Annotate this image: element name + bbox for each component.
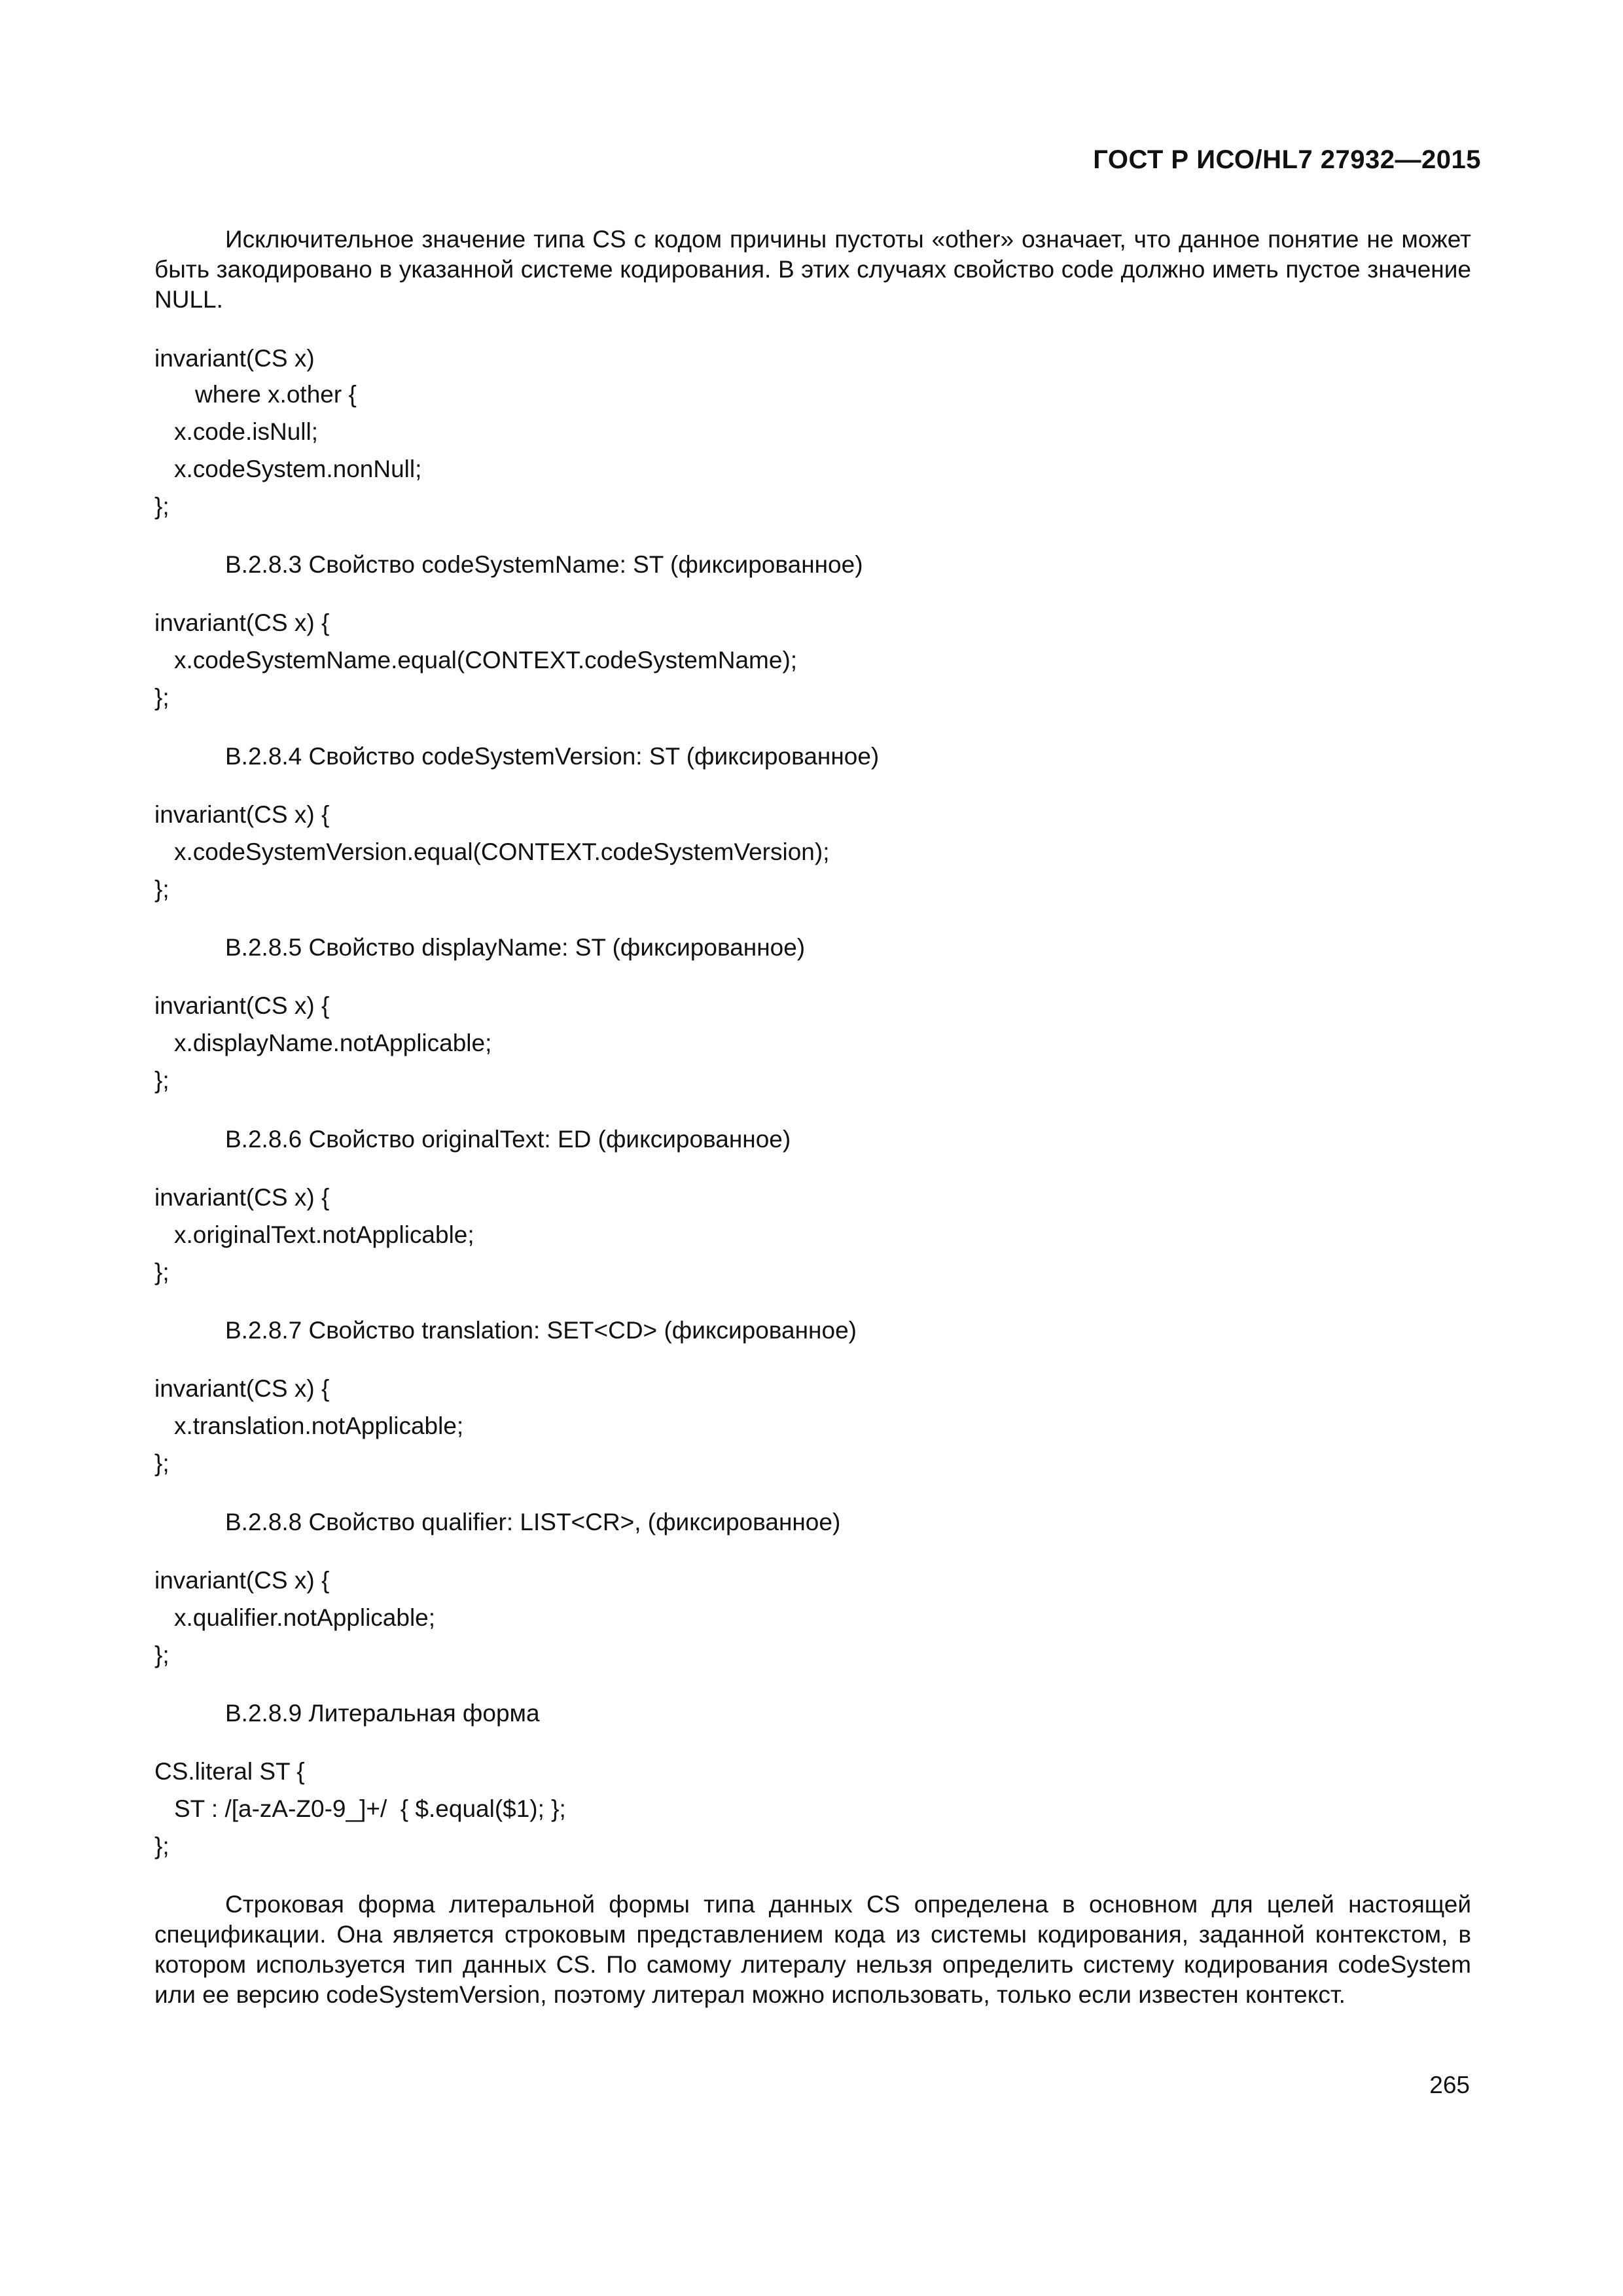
code-line: x.displayName.notApplicable; <box>174 1030 492 1056</box>
document-header: ГОСТ Р ИСО/HL7 27932—2015 <box>1093 145 1481 174</box>
code-line: invariant(CS x) { <box>154 992 330 1019</box>
code-line: x.codeSystemVersion.equal(CONTEXT.codeSystemVersion); <box>174 838 830 865</box>
code-line: }; <box>154 1259 169 1285</box>
code-line: }; <box>154 493 169 520</box>
code-line: invariant(CS x) { <box>154 1567 330 1594</box>
section-heading: B.2.8.8 Свойство qualifier: LIST<CR>, (фиксированное) <box>225 1509 841 1535</box>
code-line: x.code.isNull; <box>174 418 319 445</box>
code-line: x.codeSystem.nonNull; <box>174 456 422 482</box>
code-line: }; <box>154 1067 169 1094</box>
code-line: }; <box>154 1641 169 1668</box>
code-line: }; <box>154 876 169 903</box>
code-line: CS.literal ST { <box>154 1758 305 1785</box>
code-line: x.originalText.notApplicable; <box>174 1221 474 1248</box>
code-line: ST : /[a-zA-Z0-9_]+/ { $.equal($1); }; <box>174 1795 566 1822</box>
section-heading: B.2.8.3 Свойство codeSystemName: ST (фиксированное) <box>225 551 863 578</box>
page-number: 265 <box>1429 2072 1470 2098</box>
section-heading: B.2.8.5 Свойство displayName: ST (фиксированное) <box>225 934 806 961</box>
section-heading: B.2.8.6 Свойство originalText: ED (фиксированное) <box>225 1126 791 1153</box>
section-heading: B.2.8.4 Свойство codeSystemVersion: ST (фиксированное) <box>225 743 880 770</box>
closing-paragraph: Строковая форма литеральной формы типа данных CS определена в основном для целей настоящей спецификации. Она является строковым представлением кода из системы кодирования, заданной контекстом, в котором используется тип данных CS. По самому литералу нельзя определить систему кодирования codeSystem или ее версию codeSystemVersion, поэтому литерал можно использовать, только если известен контекст. <box>154 1891 1471 2008</box>
code-line: invariant(CS x) <box>154 345 315 372</box>
section-heading: B.2.8.9 Литеральная форма <box>225 1700 540 1727</box>
intro-paragraph: Исключительное значение типа CS с кодом причины пустоты «other» означает, что данное понятие не может быть закодировано в указанной системе кодирования. В этих случаях свойство code должно иметь пустое значение NULL. <box>154 226 1471 313</box>
code-line: where x.other { <box>195 381 357 408</box>
code-line: }; <box>154 1833 169 1859</box>
code-line: x.codeSystemName.equal(CONTEXT.codeSystemName); <box>174 647 798 673</box>
code-line: invariant(CS x) { <box>154 1184 330 1211</box>
code-line: invariant(CS x) { <box>154 609 330 636</box>
code-line: invariant(CS x) { <box>154 1375 330 1402</box>
section-heading: B.2.8.7 Свойство translation: SET<CD> (фиксированное) <box>225 1317 857 1344</box>
code-line: invariant(CS x) { <box>154 801 330 828</box>
code-line: }; <box>154 1450 169 1477</box>
code-line: x.translation.notApplicable; <box>174 1412 464 1439</box>
code-line: x.qualifier.notApplicable; <box>174 1604 436 1631</box>
code-line: }; <box>154 684 169 711</box>
